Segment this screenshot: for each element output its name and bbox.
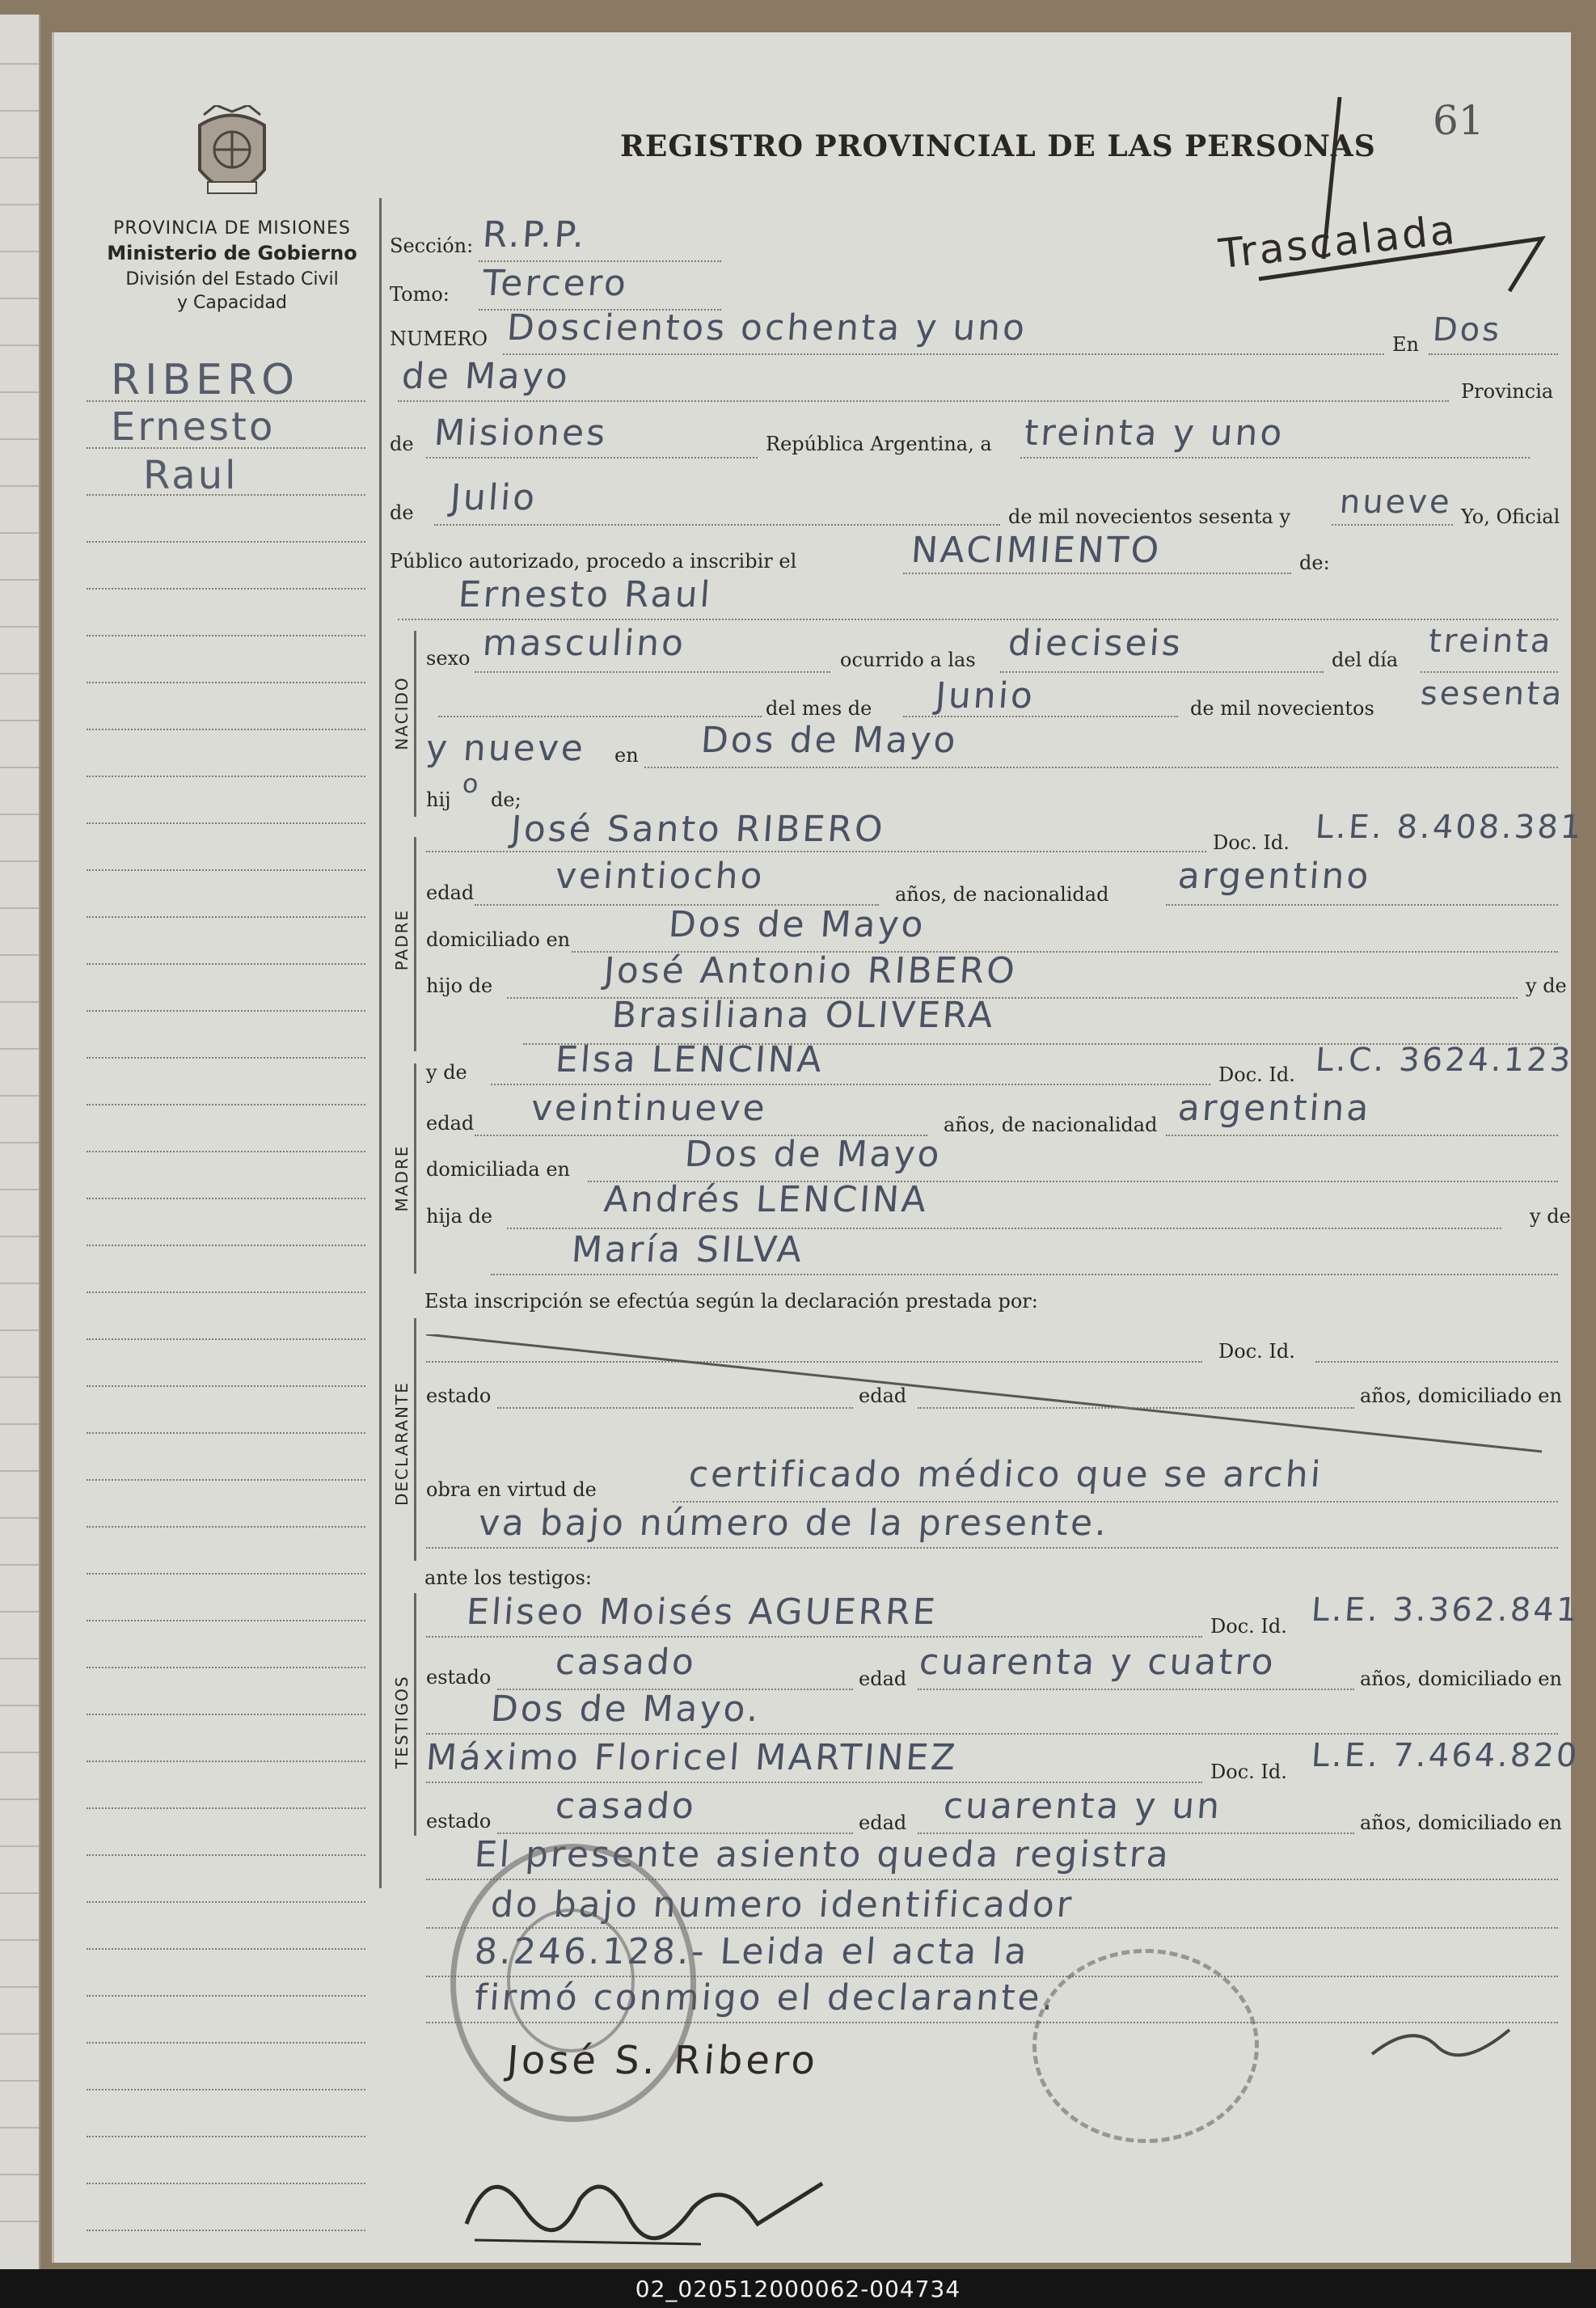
left-page-rule: [0, 1845, 39, 1847]
padre-nombre-line: [426, 851, 1206, 852]
margin-name2: Raul: [143, 453, 239, 498]
acto-line: [903, 573, 1291, 574]
madre-yde2-label: y de: [1530, 1205, 1571, 1228]
t1-estado-value: casado: [554, 1642, 698, 1683]
madre-yde-label: y de: [426, 1061, 467, 1084]
tomo-label: Tomo:: [390, 283, 450, 306]
padre-yde-label: y de: [1526, 974, 1567, 997]
margin-rule: [87, 1198, 365, 1199]
en-label: En: [1392, 333, 1419, 356]
left-page-rule: [0, 1283, 39, 1284]
anio-value: nueve: [1338, 484, 1454, 521]
hora-line: [1000, 671, 1324, 673]
left-page-rule: [0, 1329, 39, 1331]
nota-line3: 8.246.128.- Leida el acta la: [473, 1931, 1031, 1972]
margin-rule: [87, 1995, 365, 1997]
place-value: de Mayo: [400, 356, 572, 397]
margin-name1: Ernesto: [111, 404, 276, 450]
image-footer-id: 02_020512000062-004734: [0, 2269, 1596, 2308]
t2-edad-value: cuarenta y un: [942, 1786, 1223, 1827]
madre-dom-value: Dos de Mayo: [683, 1134, 944, 1175]
hij-label: hij: [426, 788, 451, 811]
left-page-rule: [0, 485, 39, 487]
publico-label: Público autorizado, procedo a inscribir el: [390, 550, 797, 573]
numero-line: [503, 353, 1384, 355]
t1-anios-label: años, domiciliado en: [1360, 1668, 1562, 1690]
left-page-rule: [0, 1799, 39, 1800]
margin-rule: [87, 588, 365, 590]
margin-rule: [87, 1010, 365, 1012]
testigos-divider: [414, 1593, 416, 1836]
page-title: REGISTRO PROVINCIAL DE LAS PERSONAS: [620, 129, 1376, 163]
del-dia-label: del día: [1332, 649, 1399, 671]
margin-rule: [87, 1573, 365, 1575]
left-page-rule: [0, 63, 39, 65]
t2-nombre: Máximo Floricel MARTINEZ: [424, 1737, 960, 1778]
left-page-rule: [0, 1095, 39, 1097]
padre-madre-value: Brasiliana OLIVERA: [610, 995, 997, 1036]
margin-rule: [87, 2089, 365, 2090]
provincia-label: Provincia: [1461, 380, 1554, 403]
provincia-value: Misiones: [433, 412, 609, 454]
margin-rule: [87, 1620, 365, 1621]
padre-hijo-label: hijo de: [426, 974, 493, 997]
t2-estado-value: casado: [554, 1786, 698, 1827]
declarante-estado-line: [497, 1407, 853, 1409]
t1-edad-label: edad: [859, 1668, 907, 1690]
sexo-label: sexo: [426, 647, 471, 670]
republica-label: República Argentina, a: [766, 433, 992, 455]
register-page: [52, 32, 1585, 2263]
t1-nombre-line: [426, 1636, 1202, 1638]
mes-line: [434, 524, 1000, 526]
numero-label: NUMERO: [390, 328, 488, 350]
nacido-dia-value: treinta: [1427, 623, 1555, 660]
left-page-rule: [0, 1001, 39, 1003]
left-page-rule: [0, 1705, 39, 1706]
padre-edad-label: edad: [426, 881, 475, 904]
testigos-section-label: TESTIGOS: [392, 1675, 412, 1769]
left-page-rule: [0, 1376, 39, 1378]
acto-value: NACIMIENTO: [910, 530, 1163, 571]
left-page-rule: [0, 1564, 39, 1566]
madre-nac-value: argentina: [1176, 1088, 1373, 1129]
lugar-value: Dos de Mayo: [699, 720, 960, 761]
t1-dom-line: [426, 1733, 1558, 1735]
obra-value2: va bajo número de la presente.: [477, 1503, 1111, 1544]
de3-label: de:: [1299, 552, 1330, 574]
form-left-border: [379, 198, 382, 1888]
padre-nac-value: argentino: [1176, 856, 1373, 897]
left-page-rule: [0, 110, 39, 112]
madre-doc-value: L.C. 3624.123: [1314, 1042, 1574, 1079]
obra-label: obra en virtud de: [426, 1478, 597, 1501]
t2-nombre-line: [426, 1782, 1202, 1783]
left-page-rule: [0, 907, 39, 909]
ocurrido-label: ocurrido a las: [840, 649, 976, 671]
sexo-value: masculino: [481, 623, 687, 664]
lugar-line: [644, 767, 1558, 768]
t2-estado-label: estado: [426, 1810, 492, 1832]
seccion-value: R.P.P.: [481, 214, 589, 256]
margin-rule: [87, 963, 365, 965]
left-page-rule: [0, 2127, 39, 2128]
left-page-rule: [0, 532, 39, 534]
nota-line2: do bajo numero identificador: [489, 1884, 1075, 1925]
registry-stamp: [1032, 1949, 1259, 2143]
left-page-rule: [0, 673, 39, 674]
left-page-rule: [0, 1470, 39, 1472]
nacido-mil-label: de mil novecientos: [1190, 697, 1374, 720]
padre-nac-line: [1166, 904, 1558, 906]
left-page-rule: [0, 1142, 39, 1143]
padre-dom-value: Dos de Mayo: [667, 904, 927, 945]
left-page-rule: [0, 157, 39, 159]
left-page-rule: [0, 1189, 39, 1190]
declarante-estado-label: estado: [426, 1384, 492, 1407]
madre-anios-label: años, de nacionalidad: [944, 1114, 1158, 1136]
left-page-rule: [0, 2221, 39, 2222]
padre-dom-label: domiciliado en: [426, 928, 571, 951]
madre-nombre: Elsa LENCINA: [554, 1039, 825, 1080]
margin-rule: [87, 1057, 365, 1059]
left-page-rule: [0, 1658, 39, 1659]
madre-doc-label: Doc. Id.: [1218, 1063, 1295, 1086]
hij-de-label: de;: [491, 788, 521, 811]
margin-rule: [87, 2042, 365, 2044]
left-page-rule: [0, 2080, 39, 2082]
margin-rule: [87, 1151, 365, 1152]
hora-value: dieciseis: [1007, 623, 1184, 664]
t1-edad-line: [918, 1689, 1354, 1690]
madre-madre-line: [491, 1274, 1558, 1275]
t2-doc-value: L.E. 7.464.820: [1310, 1737, 1581, 1774]
obra-line2: [426, 1547, 1558, 1549]
place-line: [398, 400, 1449, 402]
margin-rule: [87, 916, 365, 918]
margin-rule: [87, 1948, 365, 1950]
declarante-doc-label: Doc. Id.: [1218, 1340, 1295, 1363]
margin-rule: [87, 776, 365, 777]
testigos-label: ante los testigos:: [424, 1566, 593, 1589]
nombre-value: Ernesto Raul: [457, 574, 714, 615]
seccion-line: [479, 260, 721, 262]
left-page-rule: [0, 204, 39, 205]
declarante-edad-line: [918, 1407, 1354, 1409]
margin-rule: [87, 1854, 365, 1856]
left-page-rule: [0, 1611, 39, 1613]
page-number: 61: [1433, 97, 1484, 144]
madre-nombre-line: [491, 1084, 1210, 1085]
left-page-rule: [0, 2174, 39, 2175]
capacidad-line: y Capacidad: [177, 293, 287, 313]
seccion-label: Sección:: [390, 235, 474, 257]
margin-rule: [87, 1761, 365, 1762]
anio-value2: y nueve: [424, 728, 587, 769]
nacido-divider: [414, 631, 416, 817]
tomo-value: Tercero: [481, 263, 630, 304]
margin-rule: [87, 1385, 365, 1387]
t2-edad-label: edad: [859, 1811, 907, 1834]
t1-doc-label: Doc. Id.: [1210, 1615, 1287, 1638]
official-signature-icon: [458, 2151, 830, 2248]
declarante-anios-label: años, domiciliado en: [1360, 1384, 1562, 1407]
dia-line: [1020, 457, 1530, 459]
province-line: PROVINCIA DE MISIONES: [113, 218, 351, 239]
margin-rule: [87, 822, 365, 824]
declaracion-label: Esta inscripción se efectúa según la declaración prestada por:: [424, 1290, 1038, 1313]
padre-nombre: José Santo RIBERO: [509, 809, 887, 850]
left-page-rule: [0, 1939, 39, 1941]
nota-line4: firmó conmigo el declarante.: [473, 1977, 1058, 2018]
sexo-line: [475, 671, 830, 673]
nacido-dia-line: [1421, 671, 1558, 673]
nota-line1: El presente asiento queda registra: [473, 1834, 1172, 1875]
madre-hija-label: hija de: [426, 1205, 493, 1228]
nacido-en-label: en: [614, 744, 639, 767]
t1-doc-value: L.E. 3.362.841: [1310, 1592, 1581, 1629]
provincia-line: [426, 457, 758, 459]
margin-rule: [87, 1432, 365, 1434]
left-page-rule: [0, 298, 39, 299]
left-page-rule: [0, 2033, 39, 2035]
margin-rule: [87, 635, 365, 636]
madre-edad-label: edad: [426, 1112, 475, 1135]
left-page-rule: [0, 860, 39, 862]
left-page-rule: [0, 1048, 39, 1050]
numero-value: Doscientos ochenta y uno: [505, 307, 1028, 349]
left-page-rule: [0, 345, 39, 346]
de-label: de: [390, 433, 414, 455]
margin-rule: [87, 1479, 365, 1481]
padre-padre-value: José Antonio RIBERO: [602, 950, 1019, 991]
padre-anios-label: años, de nacionalidad: [895, 883, 1109, 906]
madre-edad-value: veintinueve: [530, 1088, 769, 1129]
division-line: División del Estado Civil: [125, 269, 339, 290]
left-page-rule: [0, 720, 39, 721]
margin-rule: [87, 541, 365, 543]
mes-value: Julio: [449, 477, 539, 518]
dia-value: treinta y uno: [1023, 412, 1286, 454]
en-value: Dos: [1431, 311, 1503, 349]
left-page-rule: [0, 814, 39, 815]
madre-label: MADRE: [392, 1144, 412, 1212]
left-page-rule: [0, 626, 39, 628]
left-page-rule: [0, 1986, 39, 1988]
nombre-line: [398, 619, 1558, 620]
anio-line: [1332, 524, 1453, 526]
left-page-rule: [0, 1517, 39, 1519]
blank-line: [438, 716, 762, 717]
margin-rule: [87, 1245, 365, 1246]
left-page-rule: [0, 1423, 39, 1425]
ministry-line: Ministerio de Gobierno: [107, 242, 357, 264]
padre-edad-value: veintiocho: [554, 856, 766, 897]
corner-scribble-icon: [1235, 97, 1558, 307]
t1-edad-value: cuarenta y cuatro: [918, 1642, 1277, 1683]
t1-estado-label: estado: [426, 1666, 492, 1689]
left-page-rule: [0, 579, 39, 581]
t1-nombre: Eliseo Moisés AGUERRE: [465, 1592, 939, 1633]
margin-rule: [87, 1667, 365, 1668]
anio-value1: sesenta: [1419, 675, 1566, 712]
padre-label: PADRE: [392, 908, 412, 971]
declarante-label: DECLARANTE: [392, 1381, 412, 1506]
ministry-header: [70, 218, 394, 313]
margin-rule: [87, 869, 365, 871]
left-page-rule: [0, 767, 39, 768]
left-page-rule: [0, 251, 39, 252]
margin-surname: RIBERO: [111, 356, 300, 404]
left-page-rule: [0, 391, 39, 393]
madre-madre-value: María SILVA: [570, 1229, 805, 1270]
obra-value: certificado médico que se archi: [687, 1454, 1324, 1495]
margin-rule: [87, 2136, 365, 2137]
padre-doc-label: Doc. Id.: [1213, 831, 1290, 854]
en-line: [1429, 353, 1558, 355]
madre-padre-value: Andrés LENCINA: [602, 1179, 930, 1220]
madre-dom-label: domiciliada en: [426, 1158, 570, 1181]
margin-rule: [87, 1901, 365, 1903]
declarante-divider: [414, 1318, 416, 1561]
left-page-rule: [0, 1236, 39, 1237]
margin-rule: [87, 1807, 365, 1809]
margin-rule: [87, 682, 365, 683]
del-mes-label: del mes de: [766, 697, 872, 720]
margin-rule: [87, 1291, 365, 1293]
yo-label: Yo, Oficial: [1461, 505, 1560, 528]
coat-of-arms-icon: [184, 105, 281, 210]
margin-rule: [87, 1104, 365, 1105]
left-page-rule: [0, 1752, 39, 1753]
madre-divider: [414, 1063, 416, 1274]
nacido-mes-line: [903, 716, 1178, 717]
official-seal-inner: [507, 1909, 635, 2052]
declarante-signature: José S. Ribero: [505, 2038, 821, 2083]
left-page-rule: [0, 954, 39, 956]
t1-dom-value: Dos de Mayo.: [489, 1689, 762, 1730]
margin-rule: [87, 1338, 365, 1340]
t2-anios-label: años, domiciliado en: [1360, 1811, 1562, 1834]
t2-doc-label: Doc. Id.: [1210, 1761, 1287, 1783]
margin-rule: [87, 2230, 365, 2231]
madre-nac-line: [1166, 1135, 1558, 1136]
left-page-rule: [0, 438, 39, 440]
de2-label: de: [390, 501, 414, 524]
margin-rule: [87, 1714, 365, 1715]
margin-rule: [87, 729, 365, 730]
padre-doc-value: L.E. 8.408.381: [1314, 809, 1585, 846]
corner-note: Trascalada: [1216, 205, 1459, 278]
padre-divider: [414, 837, 416, 1051]
left-page-edge: [0, 15, 40, 2271]
mil-label: de mil novecientos sesenta y: [1008, 505, 1291, 528]
left-page-rule: [0, 1892, 39, 1894]
margin-rule: [87, 2183, 365, 2184]
declarante-edad-label: edad: [859, 1384, 907, 1407]
hij-value: o: [461, 768, 482, 799]
margin-rule: [87, 1526, 365, 1528]
right-signature-icon: [1364, 2006, 1526, 2070]
nacido-label: NACIDO: [392, 676, 412, 750]
nacido-mes-value: Junio: [934, 675, 1037, 716]
